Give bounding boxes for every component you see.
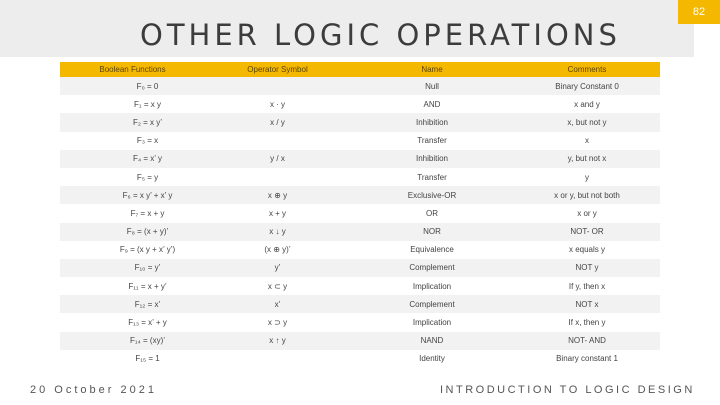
function-cell: F₈ = (x + y)’ [60, 223, 205, 241]
comment-cell: y, but not x [514, 150, 660, 168]
function-cell: F₁ = x y [60, 95, 205, 113]
name-cell: Complement [350, 295, 514, 313]
name-cell: Inhibition [350, 113, 514, 131]
name-cell: Transfer [350, 132, 514, 150]
table-row [60, 168, 660, 186]
function-cell: F₀ = 0 [60, 77, 205, 95]
function-cell: F₉ = (x y + x’ y’) [60, 241, 205, 259]
operator-cell: y’ [205, 259, 350, 277]
table-row [60, 295, 660, 313]
operator-cell: x ⊂ y [205, 277, 350, 295]
table-row [60, 95, 660, 113]
function-cell: F₁₅ = 1 [60, 350, 205, 368]
function-cell: F₁₀ = y’ [60, 259, 205, 277]
function-cell: F₄ = x’ y [60, 150, 205, 168]
slide-title: OTHER LOGIC OPERATIONS [140, 18, 621, 52]
operator-cell: x + y [205, 204, 350, 222]
operator-cell: (x ⊕ y)’ [205, 241, 350, 259]
operator-cell: x’ [205, 295, 350, 313]
operator-cell [205, 350, 350, 368]
function-cell: F₁₂ = x’ [60, 295, 205, 313]
comment-cell: NOT y [514, 259, 660, 277]
comment-cell: x equals y [514, 241, 660, 259]
name-cell: NOR [350, 223, 514, 241]
operator-cell: x ↑ y [205, 332, 350, 350]
page-number-badge: 82 [678, 0, 720, 24]
operator-cell [205, 77, 350, 95]
table-header-row [60, 62, 660, 77]
table-row [60, 241, 660, 259]
name-cell: Inhibition [350, 150, 514, 168]
operator-cell: x ↓ y [205, 223, 350, 241]
header-boolean-functions: Boolean Functions [60, 62, 205, 77]
header-operator-symbol: Operator Symbol [205, 62, 350, 77]
table-row [60, 186, 660, 204]
name-cell: Implication [350, 313, 514, 331]
name-cell: AND [350, 95, 514, 113]
operator-cell: x / y [205, 113, 350, 131]
logic-operations-table [60, 62, 660, 368]
comment-cell: NOT- AND [514, 332, 660, 350]
table-row [60, 77, 660, 95]
function-cell: F₁₄ = (xy)’ [60, 332, 205, 350]
operator-cell: x ⊕ y [205, 186, 350, 204]
table-row [60, 332, 660, 350]
function-cell: F₁₃ = x’ + y [60, 313, 205, 331]
function-cell: F₁₁ = x + y’ [60, 277, 205, 295]
operator-cell [205, 168, 350, 186]
comment-cell: x or y [514, 204, 660, 222]
comment-cell: Binary constant 1 [514, 350, 660, 368]
table-row [60, 113, 660, 131]
table-row [60, 132, 660, 150]
comment-cell: NOT- OR [514, 223, 660, 241]
header-name: Name [350, 62, 514, 77]
operator-cell: x · y [205, 95, 350, 113]
footer-course: INTRODUCTION TO LOGIC DESIGN [440, 384, 695, 396]
name-cell: OR [350, 204, 514, 222]
comment-cell: x and y [514, 95, 660, 113]
table-row [60, 350, 660, 368]
table-row [60, 150, 660, 168]
function-cell: F₂ = x y’ [60, 113, 205, 131]
table-row [60, 204, 660, 222]
operator-cell [205, 132, 350, 150]
table-row [60, 223, 660, 241]
function-cell: F₅ = y [60, 168, 205, 186]
name-cell: Equivalence [350, 241, 514, 259]
comment-cell: y [514, 168, 660, 186]
name-cell: Implication [350, 277, 514, 295]
table-row [60, 259, 660, 277]
footer-date: 20 October 2021 [30, 384, 157, 396]
comment-cell: NOT x [514, 295, 660, 313]
comment-cell: x or y, but not both [514, 186, 660, 204]
name-cell: Transfer [350, 168, 514, 186]
comment-cell: Binary Constant 0 [514, 77, 660, 95]
table-row [60, 277, 660, 295]
comment-cell: x, but not y [514, 113, 660, 131]
function-cell: F₃ = x [60, 132, 205, 150]
function-cell: F₆ = x y’ + x’ y [60, 186, 205, 204]
operator-cell: x ⊃ y [205, 313, 350, 331]
function-cell: F₇ = x + y [60, 204, 205, 222]
table-row [60, 313, 660, 331]
comment-cell: If x, then y [514, 313, 660, 331]
name-cell: Null [350, 77, 514, 95]
name-cell: Exclusive-OR [350, 186, 514, 204]
name-cell: Identity [350, 350, 514, 368]
name-cell: NAND [350, 332, 514, 350]
comment-cell: x [514, 132, 660, 150]
header-comments: Comments [514, 62, 660, 77]
operator-cell: y / x [205, 150, 350, 168]
comment-cell: If y, then x [514, 277, 660, 295]
name-cell: Complement [350, 259, 514, 277]
table-body [60, 77, 660, 368]
